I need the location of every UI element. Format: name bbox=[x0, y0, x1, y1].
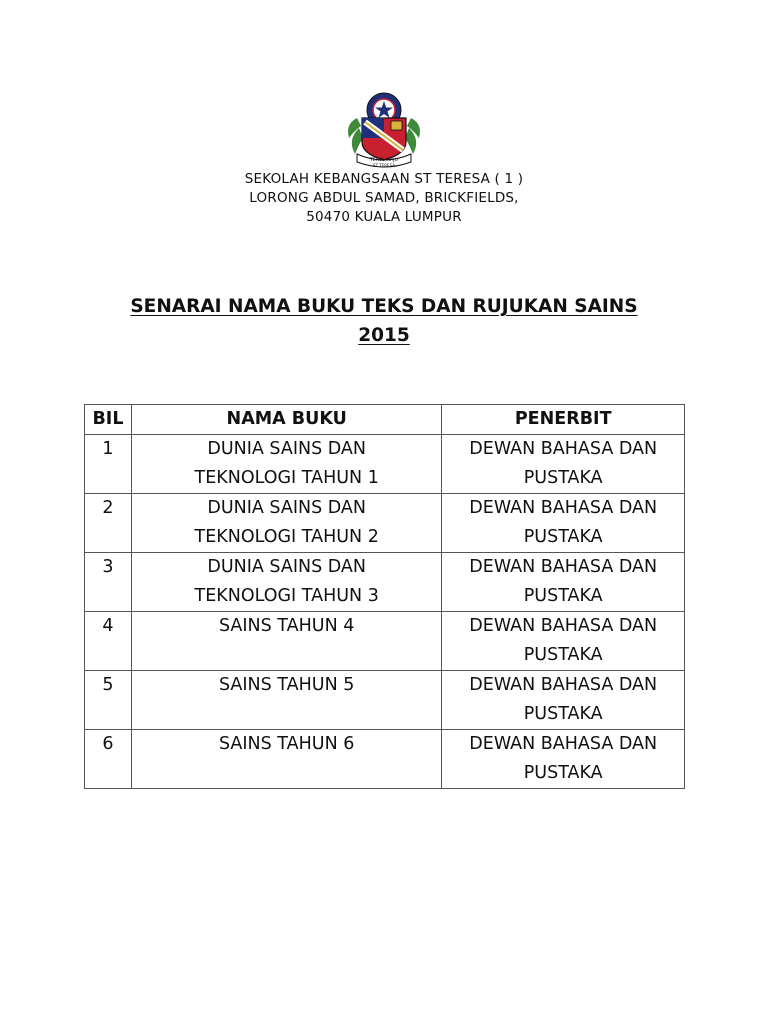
table-header-row bbox=[85, 405, 685, 435]
header-nama-buku: NAMA BUKU bbox=[131, 405, 441, 435]
book-line: SAINS TAHUN 5 bbox=[218, 675, 355, 695]
title-line-1: SENARAI NAMA BUKU TEKS DAN RUJUKAN SAINS bbox=[130, 296, 638, 317]
publisher-line: DEWAN BAHASA DAN bbox=[469, 616, 658, 636]
cell-book bbox=[131, 612, 441, 671]
table-row bbox=[85, 553, 685, 612]
publisher-line: PUSTAKA bbox=[523, 527, 603, 547]
book-line: TEKNOLOGI TAHUN 1 bbox=[194, 468, 379, 488]
address-street: LORONG ABDUL SAMAD, BRICKFIELDS, bbox=[249, 190, 519, 206]
book-line: DUNIA SAINS DAN bbox=[207, 439, 366, 459]
book-line: TEKNOLOGI TAHUN 2 bbox=[194, 527, 379, 547]
title-line-2: 2015 bbox=[358, 325, 410, 346]
cell-bil: 6 bbox=[85, 730, 132, 789]
table-row bbox=[85, 435, 685, 494]
table-row bbox=[85, 730, 685, 789]
crest-motto-2: ST TERESA bbox=[373, 163, 395, 168]
cell-book bbox=[131, 730, 441, 789]
book-line bbox=[134, 700, 439, 729]
cell-book bbox=[131, 494, 441, 553]
book-line: SAINS TAHUN 4 bbox=[218, 616, 355, 636]
book-line bbox=[134, 641, 439, 670]
cell-publisher bbox=[442, 671, 685, 730]
cell-bil: 3 bbox=[85, 553, 132, 612]
book-line: DUNIA SAINS DAN bbox=[207, 498, 366, 518]
school-name: SEKOLAH KEBANGSAAN ST TERESA ( 1 ) bbox=[244, 171, 524, 187]
cell-publisher bbox=[442, 494, 685, 553]
publisher-line: PUSTAKA bbox=[523, 763, 603, 783]
header-bil: BIL bbox=[85, 405, 132, 435]
publisher-line: DEWAN BAHASA DAN bbox=[469, 734, 658, 754]
school-address bbox=[0, 170, 768, 227]
table-row bbox=[85, 612, 685, 671]
publisher-line: DEWAN BAHASA DAN bbox=[469, 439, 658, 459]
publisher-line: DEWAN BAHASA DAN bbox=[469, 557, 658, 577]
cell-book bbox=[131, 671, 441, 730]
cell-book bbox=[131, 435, 441, 494]
cell-bil: 2 bbox=[85, 494, 132, 553]
publisher-line: DEWAN BAHASA DAN bbox=[469, 675, 658, 695]
table-row bbox=[85, 671, 685, 730]
crest-motto-1: TERUS MAJU bbox=[370, 158, 398, 163]
cell-publisher bbox=[442, 730, 685, 789]
book-line bbox=[134, 759, 439, 788]
publisher-line: DEWAN BAHASA DAN bbox=[469, 498, 658, 518]
book-line: DUNIA SAINS DAN bbox=[207, 557, 366, 577]
book-list-table bbox=[84, 404, 685, 789]
book-line: TEKNOLOGI TAHUN 3 bbox=[194, 586, 379, 606]
document-title bbox=[0, 292, 768, 350]
header-penerbit: PENERBIT bbox=[442, 405, 685, 435]
publisher-line: PUSTAKA bbox=[523, 468, 603, 488]
cell-book bbox=[131, 553, 441, 612]
cell-bil: 5 bbox=[85, 671, 132, 730]
book-line: SAINS TAHUN 6 bbox=[218, 734, 355, 754]
school-crest-logo bbox=[345, 88, 423, 170]
cell-publisher bbox=[442, 553, 685, 612]
cell-publisher bbox=[442, 435, 685, 494]
address-city: 50470 KUALA LUMPUR bbox=[306, 209, 462, 225]
cell-bil: 1 bbox=[85, 435, 132, 494]
cell-bil: 4 bbox=[85, 612, 132, 671]
publisher-line: PUSTAKA bbox=[523, 645, 603, 665]
publisher-line: PUSTAKA bbox=[523, 704, 603, 724]
cell-publisher bbox=[442, 612, 685, 671]
publisher-line: PUSTAKA bbox=[523, 586, 603, 606]
table-row bbox=[85, 494, 685, 553]
